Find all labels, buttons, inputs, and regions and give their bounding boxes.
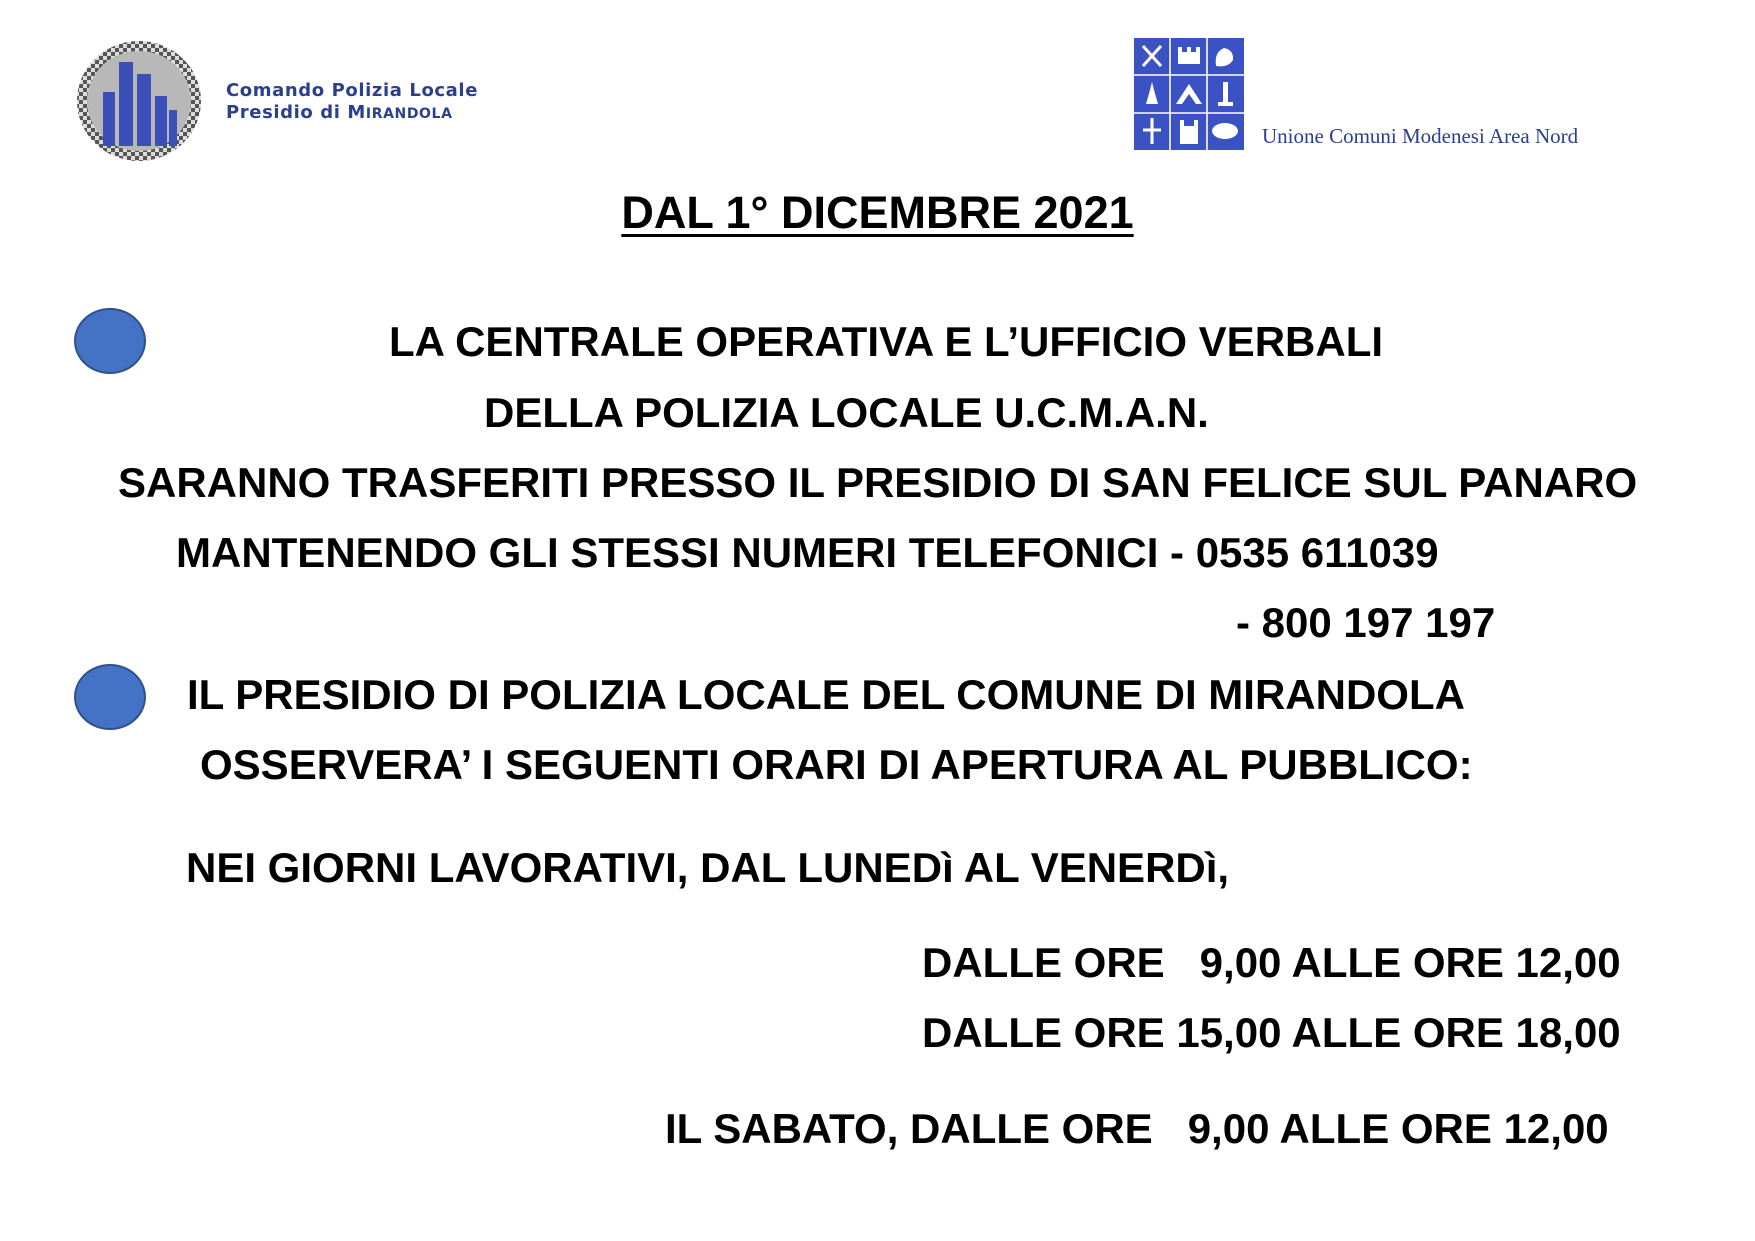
section1-line2: DELLA POLIZIA LOCALE U.C.M.A.N. — [484, 389, 1209, 436]
ucman-name: Unione Comuni Modenesi Area Nord — [1262, 124, 1579, 148]
org-line-2: Presidio di MIRANDOLA — [226, 102, 453, 123]
section2-line2: OSSERVERA’ I SEGUENTI ORARI DI APERTURA AL PUBBLICO: — [200, 741, 1473, 788]
bullet-1 — [74, 308, 146, 374]
weekdays-label: NEI GIORNI LAVORATIVI, DAL LUNEDì AL VENERDì, — [186, 844, 1230, 891]
hours-morning: DALLE ORE 9,00 ALLE ORE 12,00 — [922, 939, 1621, 986]
ucman-coat-of-arms-logo — [1134, 38, 1244, 150]
section1-line5-phone: - 800 197 197 — [1236, 599, 1496, 646]
org-line-1: Comando Polizia Locale — [226, 80, 478, 101]
saturday-hours: IL SABATO, DALLE ORE 9,00 ALLE ORE 12,00 — [665, 1105, 1609, 1152]
section1-line1: LA CENTRALE OPERATIVA E L’UFFICIO VERBALI — [389, 318, 1384, 365]
polizia-locale-logo — [75, 40, 203, 162]
section1-line3: SARANNO TRASFERITI PRESSO IL PRESIDIO DI SAN FELICE SUL PANARO — [118, 459, 1638, 506]
notice-title: DAL 1° DICEMBRE 2021 — [621, 187, 1134, 238]
polizia-locale-name — [226, 80, 478, 125]
bullet-2 — [74, 664, 146, 730]
section2-line1: IL PRESIDIO DI POLIZIA LOCALE DEL COMUNE DI MIRANDOLA — [187, 671, 1465, 718]
hours-afternoon: DALLE ORE 15,00 ALLE ORE 18,00 — [922, 1009, 1621, 1056]
section1-line4-phone: MANTENENDO GLI STESSI NUMERI TELEFONICI - 0535 611039 — [176, 529, 1439, 576]
